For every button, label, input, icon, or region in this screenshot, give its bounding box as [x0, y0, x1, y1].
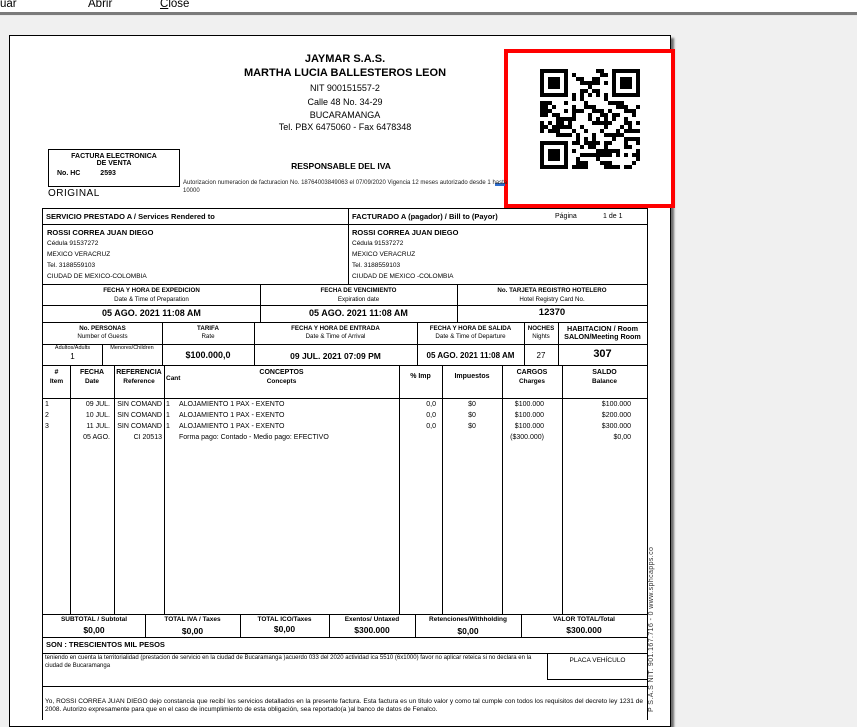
col-balance-sublabel: Balance [592, 378, 617, 385]
col-balance-label: SALDO [592, 369, 617, 376]
untaxed-value: $300.000 [354, 625, 390, 635]
doc-type-line2: DE VENTA [96, 160, 132, 167]
table-row-cell: ALOJAMIENTO 1 PAX - EXENTO [179, 423, 285, 430]
service-rendered-title: SERVICIO PRESTADO A / Services Rendered to [46, 212, 215, 221]
room-sublabel: SALON/Meeting Room [564, 332, 641, 341]
vehicle-plate-label: PLACA VEHÍCULO [569, 657, 626, 664]
table-row-cell: 10 JUL. [85, 412, 110, 419]
billed-to-title: FACTURADO A (pagador) / Bill to (Payor) [352, 212, 498, 221]
copy-type: ORIGINAL [48, 188, 100, 199]
table-row-cell: $0 [468, 401, 476, 408]
col-date-label: FECHA [79, 369, 105, 376]
divider [43, 224, 647, 225]
invoice-form [42, 208, 648, 720]
table-row-cell: $300.000 [601, 423, 631, 430]
menu-item-close-rest: lose [168, 0, 190, 10]
table-row-cell: ALOJAMIENTO 1 PAX - EXENTO [179, 412, 285, 419]
nights-label: NOCHES [527, 325, 555, 332]
due-value: 05 AGO. 2021 11:08 AM [309, 308, 408, 318]
menu-item-open[interactable]: Abrir [88, 0, 113, 10]
billed-doc: Cédula 91537272 [352, 240, 404, 247]
divider [43, 284, 647, 285]
divider [43, 305, 647, 306]
col-ref-label: REFERENCIA [116, 369, 162, 376]
table-row-cell: SIN COMAND [117, 412, 162, 419]
total-iva-label: TOTAL IVA / Taxes [164, 616, 221, 623]
departure-value: 05 AGO. 2021 11:08 AM [426, 351, 515, 360]
billed-city: CIUDAD DE MEXICO -COLOMBIA [352, 273, 454, 280]
menu-item-close[interactable] [160, 0, 189, 10]
expedition-value: 05 AGO. 2021 11:08 AM [102, 308, 201, 318]
table-row-cell: 1 [45, 401, 49, 408]
divider [43, 365, 647, 366]
arrival-value: 09 JUL. 2021 07:09 PM [290, 351, 381, 361]
divider [164, 365, 165, 614]
service-guest-doc: Cédula 91537272 [47, 240, 99, 247]
col-qty-label: Cant [166, 375, 181, 382]
table-row-cell: ALOJAMIENTO 1 PAX - EXENTO [179, 401, 285, 408]
billed-name: ROSSI CORREA JUAN DIEGO [352, 228, 459, 237]
due-sublabel: Expiration date [337, 296, 380, 303]
territorial-note: teniendo en cuenta la territorialidad (prestacion de servicio en la ciudad de Bucaramanga )acuerdo 033 del 2020 actividad ica 5510 (6x1000) favor no aplicar reteica si no declara en la ciudad de Bucaramanga [45, 655, 532, 669]
table-row-cell: ($300.000) [510, 434, 544, 441]
col-charge-sublabel: Charges [518, 378, 545, 385]
expedition-label: FECHA Y HORA DE EXPEDICION [103, 287, 200, 294]
divider [43, 614, 647, 615]
table-row-cell: 05 AGO. [83, 434, 110, 441]
col-pct-label: % Imp [410, 373, 431, 380]
col-item-label: # [54, 369, 59, 376]
table-row-cell: SIN COMAND [117, 401, 162, 408]
toolbar-divider [0, 12, 857, 16]
nights-sublabel: Nights [532, 333, 550, 340]
company-address: Calle 48 No. 34-29 [307, 97, 383, 107]
divider [43, 398, 647, 399]
table-row-cell: 11 JUL. [86, 423, 110, 430]
col-concept-label: CONCEPTOS [259, 369, 304, 376]
withholding-label: Retenciones/Withholding [429, 616, 507, 623]
table-row-cell: $0 [468, 423, 476, 430]
table-row-cell: CI 20513 [133, 434, 162, 441]
table-row-cell: 3 [45, 423, 49, 430]
table-row-cell: 0,0 [426, 423, 436, 430]
col-charge-label: CARGOS [516, 369, 548, 376]
children-label: Menores/Children [110, 345, 154, 351]
registry-card-value: 12370 [538, 307, 566, 318]
table-row-cell: 2 [45, 412, 49, 419]
registry-card-sublabel: Hotel Registry Card No. [519, 296, 585, 303]
table-row-cell: Forma pago: Contado - Medio pago: EFECTIVO [179, 434, 329, 441]
divider [43, 637, 647, 638]
col-item-sublabel: Item [49, 378, 64, 385]
persons-sublabel: Number of Guests [77, 333, 128, 340]
rate-value: $100.000,0 [185, 350, 231, 360]
table-row-cell: 1 [166, 401, 170, 408]
billed-region: MEXICO VERACRUZ [352, 251, 416, 258]
subtotal-label: SUBTOTAL / Subtotal [60, 616, 128, 623]
col-date-sublabel: Date [84, 378, 100, 385]
rate-sublabel: Rate [201, 333, 215, 340]
menu-bar [0, 0, 857, 12]
total-ico-label: TOTAL ICO/Taxes [257, 616, 312, 623]
menu-item-partial[interactable]: uar [0, 0, 17, 10]
qr-highlight-box [504, 49, 675, 208]
table-row-cell: 0,0 [426, 412, 436, 419]
company-header [130, 53, 560, 133]
doc-number-label: No. HC [57, 170, 81, 177]
table-row-cell: $100.000 [514, 423, 544, 430]
software-credit-sidetext: P S.A.S NIT. 901.167.716 - 0 www.sphcapps.co [648, 546, 655, 712]
service-guest-tel: Tel. 3188559103 [47, 262, 96, 269]
service-guest-region: MEXICO VERACRUZ [47, 251, 111, 258]
service-guest-city: CIUDAD DE MEXICO-COLOMBIA [47, 273, 147, 280]
doc-type-line1: FACTURA ELECTRONICA [71, 153, 157, 160]
table-row-cell: 1 [166, 423, 170, 430]
room-value: 307 [593, 348, 612, 360]
tax-status: RESPONSABLE DEL IVA [291, 161, 391, 171]
divider [348, 209, 349, 284]
billed-tel: Tel. 3188559103 [352, 262, 401, 269]
rate-label: TARIFA [197, 325, 219, 332]
departure-sublabel: Date & Time of Departure [435, 333, 506, 340]
service-guest-name: ROSSI CORREA JUAN DIEGO [47, 228, 154, 237]
grand-total-value: $300.000 [566, 625, 602, 635]
menu-item-close-initial: C [160, 0, 169, 10]
persons-label: No. PERSONAS [79, 325, 126, 332]
divider [43, 686, 647, 687]
col-concept-sublabel: Concepts [266, 378, 297, 385]
table-row-cell: SIN COMAND [117, 423, 162, 430]
table-row-cell: 1 [166, 412, 170, 419]
company-nit: NIT 900151557-2 [310, 83, 380, 93]
company-representative: MARTHA LUCIA BALLESTEROS LEON [243, 67, 447, 79]
doc-number [57, 170, 179, 177]
arrival-sublabel: Date & Time of Arrival [305, 333, 366, 340]
total-iva-value: $0,00 [181, 626, 204, 636]
untaxed-label: Exentos/ Untaxed [344, 616, 400, 623]
adults-label: Adultos/Adults [54, 345, 91, 351]
invoice-number-box [48, 149, 180, 187]
withholding-value: $0,00 [457, 626, 479, 636]
room-label: HABITACION / Room [567, 324, 638, 333]
table-row-cell: $0,00 [613, 434, 631, 441]
arrival-label: FECHA Y HORA DE ENTRADA [291, 325, 380, 332]
registry-card-label: No. TARJETA REGISTRO HOTELERO [497, 287, 607, 294]
grand-total-label: VALOR TOTAL/Total [553, 616, 615, 623]
authorization-text: Autorizacion numeracion de facturacion No. 18764003849063 el 07/09/2020 Vigencia 12 meses autorizado desde 1 hasta 10000 [183, 180, 508, 194]
invoice-page [9, 35, 671, 727]
company-name: JAYMAR S.A.S. [304, 53, 386, 65]
due-label: FECHA DE VENCIMIENTO [320, 287, 397, 294]
table-row-cell: $100.000 [601, 401, 631, 408]
doc-number-value: 2593 [100, 170, 116, 177]
page-value: 1 de 1 [603, 213, 623, 220]
qr-code [540, 69, 640, 169]
col-ref-sublabel: Reference [123, 378, 155, 385]
legal-text: Yo, ROSSI CORREA JUAN DIEGO dejo constancia que recibí los servicios detallados en la presente factura. Esta factura es un titulo valor y como tal cumple con todos los requisitos del decreto ley 1231 de 2008. Autorizo expresamente para que en el caso de incumplimiento de esta obligación, sea reportado(a )al banco de datos de Fenalco. [45, 698, 643, 713]
company-city: BUCARAMANGA [309, 110, 381, 120]
total-ico-value: $0,00 [273, 624, 296, 634]
departure-label: FECHA Y HORA DE SALIDA [429, 325, 512, 332]
vehicle-plate-box [547, 653, 647, 680]
table-row-cell: $0 [468, 412, 476, 419]
table-row-cell: $100.000 [514, 401, 544, 408]
adults-value: 1 [70, 352, 75, 361]
col-tax-label: Impuestos [454, 373, 490, 380]
table-row-cell: $100.000 [514, 412, 544, 419]
page-label: Página [555, 213, 577, 220]
table-row-cell: 0,0 [426, 401, 436, 408]
amount-in-words: SON : TRESCIENTOS MIL PESOS [46, 640, 165, 649]
expedition-sublabel: Date & Time of Preparation [114, 296, 189, 303]
company-phones: Tel. PBX 6475060 - Fax 6478348 [278, 122, 412, 132]
subtotal-value: $0,00 [83, 625, 105, 635]
table-row-cell: $200.000 [601, 412, 631, 419]
nights-value: 27 [536, 351, 546, 360]
divider [43, 322, 647, 323]
table-row-cell: 09 JUL. [85, 401, 110, 408]
